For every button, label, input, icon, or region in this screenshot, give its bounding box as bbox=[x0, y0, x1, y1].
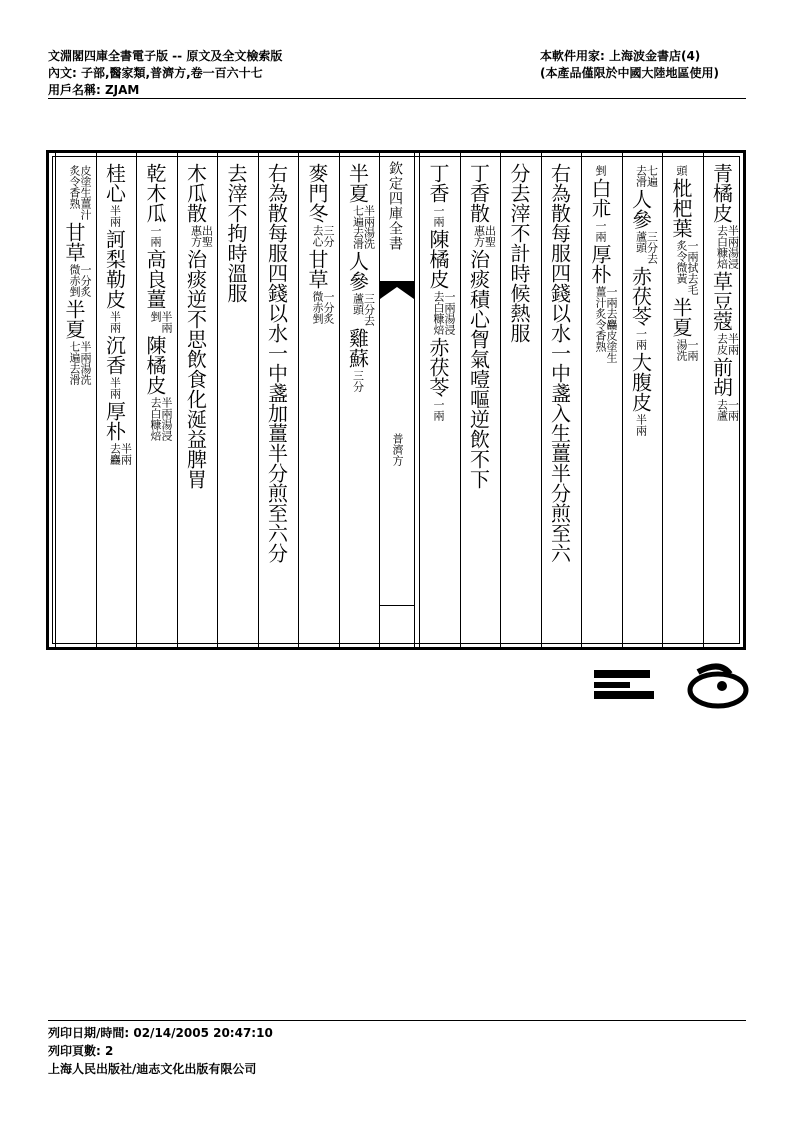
text-column bbox=[298, 153, 339, 647]
annotation-note: 一兩 bbox=[149, 225, 162, 247]
center-spine-band bbox=[379, 153, 415, 647]
text-column bbox=[460, 153, 501, 647]
main-text: 陳橘皮 bbox=[143, 335, 167, 395]
main-text: 赤茯苓 bbox=[628, 266, 653, 326]
main-text: 高良薑 bbox=[143, 249, 167, 309]
main-text: 人參 bbox=[345, 251, 370, 291]
main-text: 草豆蔻 bbox=[709, 271, 734, 331]
main-text: 甘草 bbox=[62, 222, 86, 262]
annotation-note: 一兩 湯洗 bbox=[675, 339, 699, 361]
main-text: 甘草 bbox=[305, 249, 329, 289]
text-column bbox=[339, 153, 380, 647]
text-column bbox=[500, 153, 541, 647]
header-licensee: 本軟件用家: 上海波金書店(4) bbox=[540, 49, 701, 63]
main-text: 治痰逆不思飲食化涎益脾胃 bbox=[183, 249, 208, 489]
spine-fishtail-mark bbox=[380, 281, 414, 301]
annotation-note: 半兩 去麤 bbox=[108, 443, 133, 465]
text-column bbox=[419, 153, 460, 647]
main-text: 去滓不拘時溫服 bbox=[224, 163, 248, 303]
annotation-note: 出聖 惠方 bbox=[472, 225, 497, 247]
spine-rule bbox=[380, 605, 414, 606]
header-region-note: (本產品僅限於中國大陸地區使用) bbox=[540, 66, 719, 80]
annotation-note: 一兩 bbox=[594, 220, 607, 242]
main-text: 枇杷葉 bbox=[669, 178, 693, 238]
column-line bbox=[671, 163, 698, 363]
annotation-note: 半兩 剉 bbox=[149, 311, 173, 333]
text-column bbox=[581, 153, 622, 647]
annotation-note: 皮塗生薑汁 炙令香熟 bbox=[68, 165, 92, 220]
main-text: 右為散每服四錢以水一中盞入生薑半分煎至六 bbox=[547, 163, 572, 563]
annotation-note: 半兩湯浸 去白糠焙 bbox=[715, 225, 740, 269]
annotation-note: 頭 bbox=[675, 165, 688, 176]
column-line bbox=[264, 163, 289, 563]
publisher-logo bbox=[590, 662, 750, 712]
main-text: 右為散每服四錢以水一中盞加薑半分煎至六分 bbox=[264, 163, 289, 563]
header-username: 用戶名稱: ZJAM bbox=[48, 83, 140, 97]
main-text: 乾木瓜 bbox=[143, 163, 167, 223]
main-text: 白朮 bbox=[588, 178, 612, 218]
column-line bbox=[145, 163, 172, 443]
annotation-note: 半兩湯洗 七遍去滑 bbox=[351, 205, 376, 249]
spine-book-title: 普濟方 bbox=[391, 433, 404, 466]
annotation-note: 半兩 去皮 bbox=[715, 333, 740, 355]
text-column bbox=[55, 153, 96, 647]
column-line bbox=[307, 163, 334, 326]
annotation-note: 半兩 bbox=[108, 377, 122, 399]
column-line bbox=[590, 163, 617, 365]
text-column bbox=[258, 153, 299, 647]
main-text: 青橘皮 bbox=[709, 163, 734, 223]
publisher-logo-icon bbox=[590, 662, 750, 712]
text-column bbox=[177, 153, 218, 647]
main-text: 半夏 bbox=[62, 299, 86, 339]
main-text: 厚朴 bbox=[102, 401, 127, 441]
annotation-note: 三分 去心 bbox=[311, 225, 335, 247]
annotation-note: 一兩 bbox=[432, 399, 445, 421]
text-column bbox=[703, 153, 744, 647]
header-right bbox=[540, 48, 719, 82]
main-text: 厚朴 bbox=[588, 244, 612, 284]
main-text: 半夏 bbox=[669, 297, 693, 337]
annotation-note: 一分炙 微赤剉 bbox=[68, 264, 92, 297]
text-column bbox=[622, 153, 663, 647]
column-line bbox=[428, 163, 455, 423]
column-line bbox=[64, 163, 91, 387]
main-text: 人參 bbox=[628, 189, 653, 229]
main-text: 陳橘皮 bbox=[426, 229, 450, 289]
main-text: 桂心 bbox=[102, 163, 127, 203]
spine-title: 欽定四庫全書 bbox=[387, 161, 403, 251]
annotation-note: 一兩 bbox=[634, 328, 648, 350]
header-content-path: 內文: 子部,醫家類,普濟方,卷一百六十七 bbox=[48, 66, 263, 80]
annotation-note: 三分去 蘆頭 bbox=[351, 293, 376, 326]
annotation-note: 半兩 bbox=[108, 205, 122, 227]
main-text: 雞蘇 bbox=[345, 328, 370, 368]
print-datetime: 列印日期/時間: 02/14/2005 20:47:10 bbox=[48, 1026, 273, 1040]
annotation-note: 出聖 惠方 bbox=[189, 225, 214, 247]
column-line bbox=[628, 163, 659, 438]
footer bbox=[48, 1024, 273, 1078]
text-column bbox=[96, 153, 137, 647]
main-text: 木瓜散 bbox=[183, 163, 208, 223]
annotation-note: 一兩拭去毛 炙令微黃 bbox=[675, 240, 699, 295]
text-column bbox=[541, 153, 582, 647]
column-line bbox=[466, 163, 497, 489]
annotation-note: 剉 bbox=[594, 165, 607, 176]
text-column bbox=[136, 153, 177, 647]
main-text: 治痰積心胷氣噎嘔逆飲不下 bbox=[466, 249, 491, 489]
publisher-line: 上海人民出版社/迪志文化出版有限公司 bbox=[48, 1062, 257, 1076]
annotation-note: 半兩湯洗 七遍去滑 bbox=[68, 341, 92, 385]
annotation-note: 半兩湯浸 去白糠焙 bbox=[149, 397, 173, 441]
main-text: 訶梨勒皮 bbox=[102, 229, 127, 309]
main-text: 丁香 bbox=[426, 163, 450, 203]
main-text: 前胡 bbox=[709, 357, 734, 397]
column-line bbox=[709, 163, 740, 423]
annotation-note: 七遍 去滑 bbox=[634, 165, 659, 187]
annotation-note: 半兩 bbox=[634, 414, 648, 436]
annotation-note: 一分炙 微赤剉 bbox=[311, 291, 335, 324]
column-line bbox=[183, 163, 214, 489]
text-column bbox=[662, 153, 703, 647]
annotation-note: 三分 bbox=[351, 370, 365, 392]
column-line bbox=[102, 163, 133, 467]
main-text: 赤茯苓 bbox=[426, 337, 450, 397]
annotation-note: 一兩湯浸 去白糠焙 bbox=[432, 291, 456, 335]
annotation-note: 半兩 bbox=[108, 311, 122, 333]
main-text: 大腹皮 bbox=[628, 352, 653, 412]
header-divider bbox=[48, 98, 746, 99]
main-text: 麥門冬 bbox=[305, 163, 329, 223]
column-line bbox=[226, 163, 246, 303]
annotation-note: 一兩 bbox=[432, 205, 445, 227]
annotation-note: 一兩 去蘆 bbox=[715, 399, 740, 421]
column-line bbox=[509, 163, 529, 343]
column-line bbox=[547, 163, 572, 563]
text-frame bbox=[46, 150, 746, 650]
main-text: 丁香散 bbox=[466, 163, 491, 223]
print-pages: 列印頁數: 2 bbox=[48, 1044, 114, 1058]
annotation-note: 一兩去麤皮塗生 薑汁炙令香熟 bbox=[594, 286, 618, 363]
header-left bbox=[48, 48, 282, 99]
main-text: 半夏 bbox=[345, 163, 370, 203]
column-line bbox=[345, 163, 376, 394]
header-title: 文淵閣四庫全書電子版 -- 原文及全文檢索版 bbox=[48, 49, 283, 63]
annotation-note: 三分去 蘆頭 bbox=[634, 231, 659, 264]
main-text: 分去滓不計時候熱服 bbox=[507, 163, 531, 343]
text-column bbox=[217, 153, 258, 647]
footer-divider bbox=[48, 1020, 746, 1021]
main-text: 沉香 bbox=[102, 335, 127, 375]
